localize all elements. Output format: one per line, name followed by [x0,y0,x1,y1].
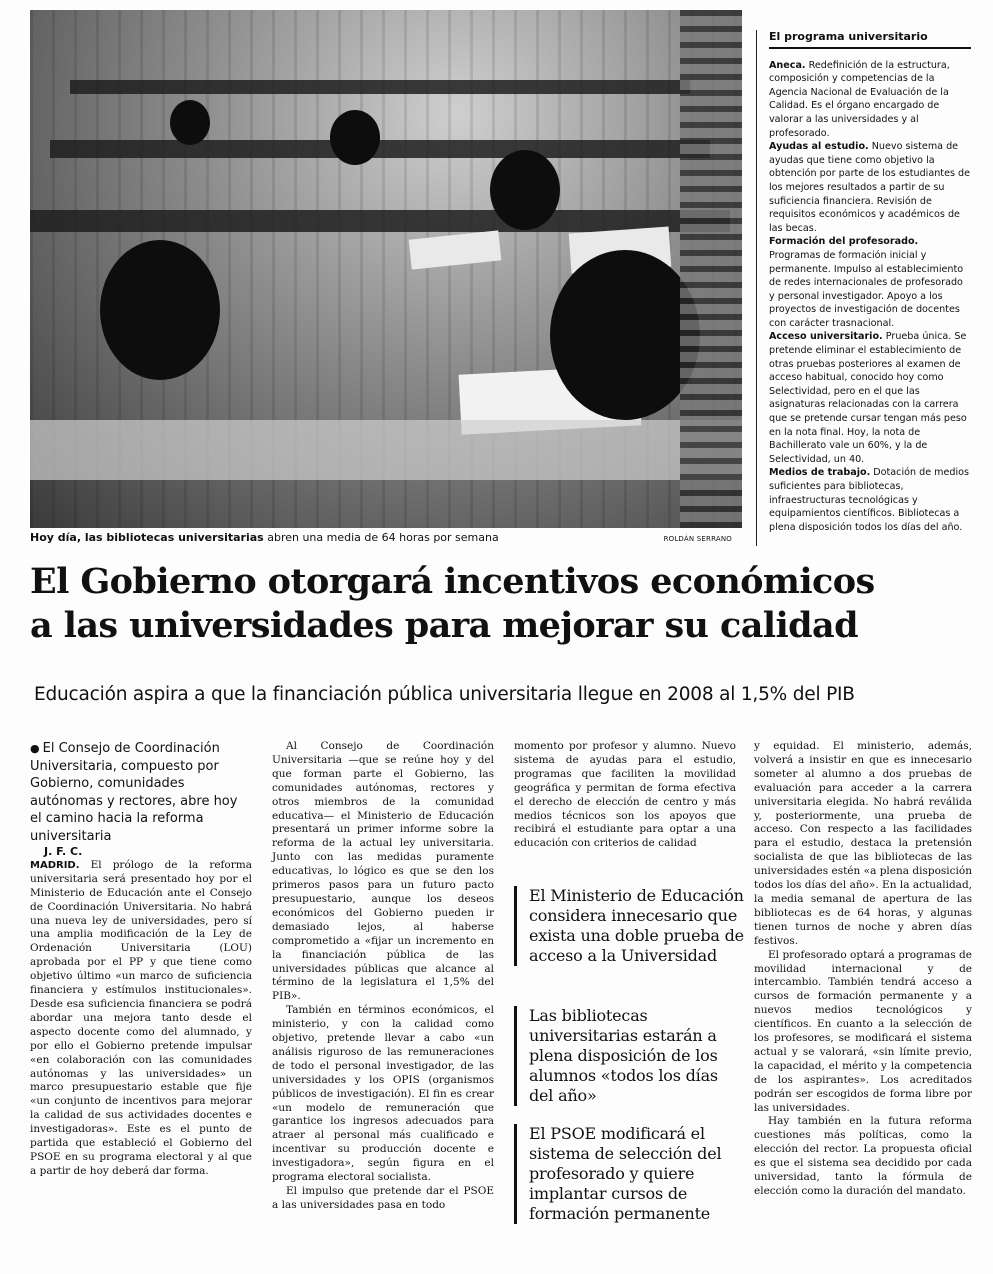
photo-student [550,250,700,420]
article-column-1 [30,740,252,1179]
photo-student [170,100,210,145]
pull-quote: Las bibliotecas universitarias estarán a plena disposición de los alumnos «todos los días del año» [514,1006,744,1106]
sidebar-term: Medios de trabajo. [769,467,871,479]
photo-student [330,110,380,165]
sidebar-text: Nuevo sistema de ayudas que tiene como objetivo la obtención por parte de los estudiantes de los mejores resultados a partir de su suficiencia financiera. Revisión de requisitos económicos y académicos de las becas. [769,141,971,234]
bullet-icon: ● [30,742,40,755]
sidebar-term: Acceso universitario. [769,331,883,343]
body-paragraph: y equidad. El ministerio, además, volverá a insistir en que es innecesario someter al alumno a dos pruebas de evaluación para acceder a la carrera universitaria elegida. No habrá reválida y, posteriormente, una prueba de acceso. Con respecto a las facilidades para el estudio, destaca la pretensión socialista de que las bibliotecas de las universidades estén «a plena disposición todos los días del año». En la actualidad, la media semanal de apertura de las bibliotecas es de 64 horas, y algunas tienen turnos de noche y abren días festivos. [754,740,972,947]
photo-book [409,230,502,269]
body-paragraph [30,859,252,1179]
photo-table [70,80,690,94]
photo-student [490,150,560,230]
headline-line: El Gobierno otorgará incentivos económicos [30,561,875,602]
photo-desk [30,420,742,480]
sidebar-item [769,235,971,330]
body-text: El prólogo de la reforma universitaria será presentado hoy por el Ministerio de Educación ante el Consejo de Coordinación Universitaria. No habrá una nueva ley de universidades, pero sí una amplia modificación de la Ley de Ordenación Universitaria (LOU) aprobada por el PP y que tiene como objetivo último «un marco de suficiencia financiera y estímulos institucionales». Desde esa suficiencia financiera se podrá abordar una mejora tanto desde el aspecto docente como del alumnado, y por ello el Gobierno pretende impulsar «en colaboración con las comunidades autónomas y las universidades» un marco presupuestario estable que fije «un conjunto de incentivos para mejorar la calidad de sus actividades docentes e investigadoras». Este es el punto de partida que estableció el Gobierno del PSOE en su programa electoral y al que a partir de hoy deberá dar forma. [30,858,252,1177]
sidebar-term: Ayudas al estudio. [769,141,869,153]
library-photo [30,10,742,528]
sidebar-text: Redefinición de la estructura, composición y competencias de la Agencia Nacional de Evaluación de la Calidad. Es el órgano encargado de valorar a las universidades y al profesorado. [769,59,950,139]
photo-student [100,240,220,380]
body-paragraph: Al Consejo de Coordinación Universitaria —que se reúne hoy y del que forman parte el Gobierno, las comunidades autónomas, rectores y otros miembros de la comunidad educativa— el Ministerio de Educación presentará un primer informe sobre la reforma de la actual ley universitaria. Junto con las medidas puramente educativas, lo lógico es que se den los primeros pasos para un futuro pacto presupuestario, aunque los deseos económicos del Gobierno pueden ir demasiado lejos, al haberse comprometido a «fijar un incremento en la financiación pública de las universidades públicas que alcance al término de la legislatura el 1,5% del PIB». [272,740,494,1003]
article-column-3 [514,740,736,851]
body-paragraph: El impulso que pretende dar el PSOE a las universidades pasa en todo [272,1185,494,1211]
sidebar-text: Dotación de medios suficientes para bibliotecas, infraestructuras tecnológicas y equipamientos científicos. Bibliotecas a plena disposición todos los días del año. [769,467,970,533]
sidebar-item [769,466,971,534]
sidebar-text: Prueba única. Se pretende eliminar el establecimiento de otras pruebas posteriores al examen de acceso habitual, conocido hoy como Selectividad, pero en el que las asignaturas relacionadas con la carrera que se pretende cursar tengan más peso en la nota final. Hoy, la nota de Bachillerato vale un 60%, y la de Selectividad, un 40. [769,331,967,465]
sidebar-term: Aneca. [769,59,806,71]
article-column-4 [754,740,972,1199]
pull-quote: El PSOE modificará el sistema de selección del profesorado y quiere implantar cursos de formación permanente [514,1124,744,1224]
article-column-2 [272,740,494,1213]
caption-text: abren una media de 64 horas por semana [263,531,499,544]
sidebar-item [769,59,971,141]
headline [30,560,975,648]
photo-bookshelf [680,10,742,528]
sidebar-item [769,140,971,235]
photo-caption [30,530,742,546]
sidebar-text: Programas de formación inicial y permanente. Impulso al establecimiento de redes internacionales de profesorado y personal investigador. Apoyo a los proyectos de investigación de docentes con carácter trasnacional. [769,249,964,329]
headline-line: a las universidades para mejorar su calidad [30,605,858,646]
photo-credit: ROLDÁN SERRANO [663,535,732,543]
sidebar-program [756,30,971,546]
caption-bold: Hoy día, las bibliotecas universitarias [30,531,264,544]
dateline: MADRID. [30,859,80,871]
photo-table [50,140,710,158]
body-paragraph: momento por profesor y alumno. Nuevo sistema de ayudas para el estudio, programas que faciliten la movilidad geográfica y permitan de forma efectiva el derecho de elección de centro y más medios técnicos son los apoyos que recibirá el estudiante para optar a una educación con criterios de calidad [514,740,736,850]
lead-text: El Consejo de Coordinación Universitaria, compuesto por Gobierno, comunidades autónomas y rectores, abre hoy el camino hacia la reforma universitaria [30,741,238,844]
pull-quote: El Ministerio de Educación considera innecesario que exista una doble prueba de acceso a la Universidad [514,886,744,966]
sidebar-title: El programa universitario [769,30,971,49]
byline: J. F. C. [44,845,83,858]
body-paragraph: El profesorado optará a programas de movilidad internacional y de intercambio. También tendrá acceso a cursos de formación permanente y a nuevos medios tecnológicos y científicos. En cuanto a la selección de los profesores, se modificará el sistema actual y se valorará, «sin límite previo, la capacidad, el mérito y la competencia de los aspirantes». Los acreditados podrán ser escogidos de forma libre por las universidades. [754,948,972,1114]
subheadline: Educación aspira a que la financiación pública universitaria llegue en 2008 al 1,5% del PIB [34,684,855,705]
body-paragraph: También en términos económicos, el ministerio, y con la calidad como objetivo, pretende llevar a cabo «un análisis riguroso de las remuneraciones de todo el personal investigador, de las universidades y los OPIS (organismos públicos de investigación). El fin es crear «un modelo de remuneración que garantice los ingresos adecuados para atraer al personal más cualificado e incentivar su producción docente e investigadora», según figura en el programa electoral socialista. [272,1004,494,1184]
sidebar-term: Formación del profesorado. [769,236,919,248]
sidebar-item [769,330,971,466]
body-paragraph: Hay también en la futura reforma cuestiones más políticas, como la elección del rector. La propuesta oficial es que el sistema sea decidido por cada universidad, tanto la fórmula de elección como la duración del mandato. [754,1115,972,1197]
lead-paragraph [30,740,252,845]
